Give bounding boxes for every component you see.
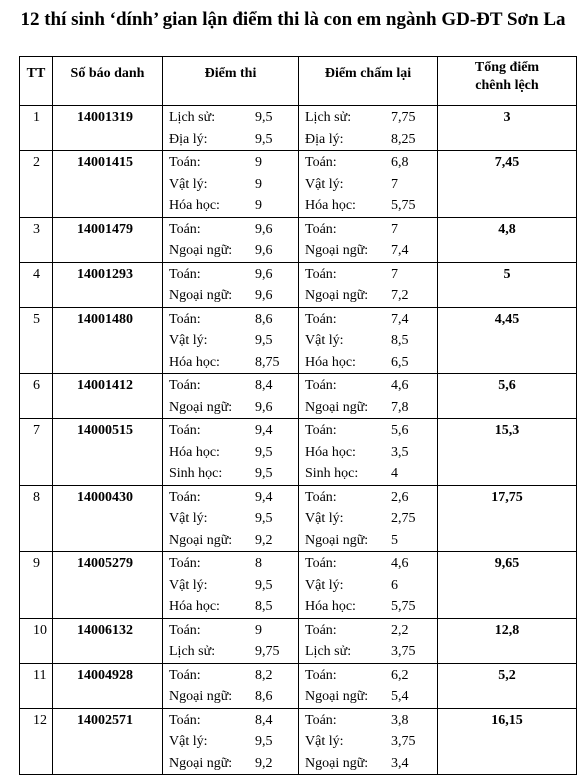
score-value: 3,75 <box>391 734 416 749</box>
subject-label: Toán: <box>169 489 201 505</box>
score-value: 5 <box>391 532 398 548</box>
score-line <box>163 309 298 331</box>
score-value: 7,8 <box>391 399 409 415</box>
cell-tt: 12 <box>20 708 53 775</box>
subject-label: Vật lý: <box>169 333 208 348</box>
cell-diem-thi <box>163 217 299 262</box>
score-value: 7 <box>391 266 398 282</box>
score-line <box>163 420 298 442</box>
subject-label: Toán: <box>169 423 201 438</box>
score-value: 7,4 <box>391 311 409 327</box>
score-line <box>299 420 437 442</box>
score-value: 7,75 <box>391 110 416 125</box>
cell-diem-thi <box>163 262 299 307</box>
score-value: 6 <box>391 577 398 593</box>
score-line <box>299 397 437 419</box>
score-line <box>163 463 298 485</box>
cell-tong-chenh-lech: 16,15 <box>438 708 577 775</box>
score-line <box>163 575 298 597</box>
cell-tt: 1 <box>20 106 53 151</box>
header-tong-diem <box>438 57 577 106</box>
subject-label: Ngoại ngữ: <box>305 689 369 704</box>
subject-label: Ngoại ngữ: <box>305 532 369 548</box>
cell-tt: 11 <box>20 663 53 708</box>
header-tong-line1: Tổng điểm <box>474 60 540 75</box>
score-line <box>163 487 298 509</box>
table-row <box>20 307 577 374</box>
score-value: 9,6 <box>255 399 273 415</box>
score-line <box>299 731 437 753</box>
subject-label: Ngoại ngữ: <box>305 755 369 771</box>
score-value: 8,75 <box>255 354 280 370</box>
score-value: 9,5 <box>255 511 273 526</box>
subject-label: Vật lý: <box>305 577 344 593</box>
cell-diem-thi <box>163 151 299 218</box>
cell-tt: 8 <box>20 485 53 552</box>
table-row <box>20 106 577 151</box>
score-value: 9,2 <box>255 532 273 548</box>
header-tong-line2: chênh lệch <box>475 78 539 93</box>
score-value: 8 <box>255 556 262 571</box>
header-so-bao-danh: Số báo danh <box>53 57 163 106</box>
subject-label: Toán: <box>169 378 201 393</box>
score-value: 9,5 <box>255 110 273 125</box>
cell-tt: 4 <box>20 262 53 307</box>
subject-label: Toán: <box>305 423 337 438</box>
cell-so-bao-danh: 14001480 <box>53 307 163 374</box>
score-value: 9 <box>255 622 262 638</box>
score-value: 8,6 <box>255 689 273 704</box>
score-value: 9 <box>255 176 262 192</box>
cell-diem-thi <box>163 485 299 552</box>
score-value: 7,4 <box>391 243 409 258</box>
score-value: 5,6 <box>391 423 409 438</box>
subject-label: Hóa học: <box>169 444 220 460</box>
subject-label: Lịch sử: <box>305 644 352 659</box>
score-line <box>299 553 437 575</box>
score-line <box>163 665 298 687</box>
cell-diem-cham-lai <box>299 552 438 619</box>
score-value: 5,75 <box>391 599 416 614</box>
subject-label: Toán: <box>169 667 201 683</box>
score-line <box>299 264 437 286</box>
subject-label: Toán: <box>169 556 201 571</box>
score-value: 4,6 <box>391 556 409 571</box>
score-line <box>163 195 298 217</box>
score-line <box>163 152 298 174</box>
cell-so-bao-danh: 14002571 <box>53 708 163 775</box>
cell-so-bao-danh: 14001293 <box>53 262 163 307</box>
score-value: 3,8 <box>391 712 409 728</box>
subject-label: Lịch sử: <box>169 110 216 125</box>
score-value: 9,5 <box>255 577 273 593</box>
score-value: 2,75 <box>391 511 416 526</box>
score-line <box>299 330 437 352</box>
results-table <box>19 56 577 775</box>
table-row <box>20 262 577 307</box>
score-line <box>163 596 298 618</box>
score-line <box>163 508 298 530</box>
score-line <box>163 174 298 196</box>
cell-tong-chenh-lech: 5,6 <box>438 374 577 419</box>
score-value: 9,4 <box>255 489 273 505</box>
score-line <box>163 240 298 262</box>
cell-diem-cham-lai <box>299 307 438 374</box>
subject-label: Vật lý: <box>305 734 344 749</box>
cell-diem-thi <box>163 419 299 486</box>
subject-label: Toán: <box>169 622 201 638</box>
score-value: 7,2 <box>391 288 409 303</box>
table-header-row <box>20 57 577 106</box>
score-line <box>299 710 437 732</box>
score-line <box>163 686 298 708</box>
score-line <box>299 219 437 241</box>
cell-diem-cham-lai <box>299 151 438 218</box>
cell-diem-cham-lai <box>299 485 438 552</box>
cell-tong-chenh-lech: 4,45 <box>438 307 577 374</box>
table-row <box>20 217 577 262</box>
subject-label: Hóa học: <box>305 599 356 614</box>
score-line <box>299 352 437 374</box>
subject-label: Vật lý: <box>305 333 344 348</box>
cell-so-bao-danh: 14005279 <box>53 552 163 619</box>
table-row <box>20 663 577 708</box>
score-value: 8,25 <box>391 131 416 147</box>
header-diem-thi: Điểm thi <box>163 57 299 106</box>
cell-tong-chenh-lech: 3 <box>438 106 577 151</box>
score-line <box>299 129 437 151</box>
page-title: 12 thí sinh ‘dính’ gian lận điểm thi là con em ngành GD-ĐT Sơn La <box>20 9 566 30</box>
score-value: 8,4 <box>255 712 273 728</box>
score-line <box>299 463 437 485</box>
subject-label: Vật lý: <box>169 577 208 593</box>
score-value: 9,4 <box>255 423 273 438</box>
subject-label: Toán: <box>169 311 201 327</box>
score-line <box>163 352 298 374</box>
cell-diem-cham-lai <box>299 374 438 419</box>
cell-so-bao-danh: 14001412 <box>53 374 163 419</box>
subject-label: Ngoại ngữ: <box>169 532 233 548</box>
table-row <box>20 618 577 663</box>
subject-label: Toán: <box>169 712 201 728</box>
subject-label: Toán: <box>305 311 337 327</box>
cell-tong-chenh-lech: 5 <box>438 262 577 307</box>
score-value: 6,8 <box>391 155 409 170</box>
score-line <box>163 530 298 552</box>
cell-tt: 6 <box>20 374 53 419</box>
subject-label: Hóa học: <box>169 354 220 370</box>
score-value: 3,5 <box>391 444 409 460</box>
score-value: 3,4 <box>391 755 409 771</box>
cell-tong-chenh-lech: 4,8 <box>438 217 577 262</box>
score-value: 8,5 <box>391 333 409 348</box>
table-body <box>20 106 577 775</box>
score-line <box>163 442 298 464</box>
subject-label: Hóa học: <box>305 354 356 370</box>
score-line <box>299 375 437 397</box>
score-line <box>163 641 298 663</box>
table-row <box>20 374 577 419</box>
cell-diem-cham-lai <box>299 663 438 708</box>
score-line <box>299 508 437 530</box>
score-line <box>299 530 437 552</box>
score-line <box>163 129 298 151</box>
cell-so-bao-danh: 14006132 <box>53 618 163 663</box>
cell-diem-cham-lai <box>299 708 438 775</box>
score-value: 9,6 <box>255 266 273 282</box>
cell-diem-thi <box>163 708 299 775</box>
score-value: 7 <box>391 221 398 237</box>
subject-label: Hóa học: <box>169 599 220 614</box>
score-value: 4 <box>391 466 398 481</box>
score-line <box>163 553 298 575</box>
score-line <box>299 240 437 262</box>
score-value: 9 <box>255 198 262 213</box>
subject-label: Địa lý: <box>169 131 208 147</box>
subject-label: Ngoại ngữ: <box>169 755 233 771</box>
score-value: 8,4 <box>255 378 273 393</box>
score-value: 6,2 <box>391 667 409 683</box>
subject-label: Ngoại ngữ: <box>169 243 233 258</box>
subject-label: Toán: <box>305 712 337 728</box>
subject-label: Toán: <box>305 155 337 170</box>
score-line <box>299 487 437 509</box>
subject-label: Ngoại ngữ: <box>169 288 233 303</box>
cell-diem-thi <box>163 618 299 663</box>
score-line <box>299 665 437 687</box>
cell-tong-chenh-lech: 17,75 <box>438 485 577 552</box>
cell-tt: 5 <box>20 307 53 374</box>
cell-so-bao-danh: 14004928 <box>53 663 163 708</box>
cell-diem-thi <box>163 552 299 619</box>
score-line <box>299 686 437 708</box>
subject-label: Toán: <box>169 155 201 170</box>
subject-label: Vật lý: <box>169 511 208 526</box>
score-value: 9,6 <box>255 221 273 237</box>
cell-tong-chenh-lech: 7,45 <box>438 151 577 218</box>
score-line <box>163 285 298 307</box>
cell-tong-chenh-lech: 12,8 <box>438 618 577 663</box>
subject-label: Vật lý: <box>169 734 208 749</box>
subject-label: Vật lý: <box>305 176 344 192</box>
score-value: 9,6 <box>255 243 273 258</box>
subject-label: Địa lý: <box>305 131 344 147</box>
score-value: 9,5 <box>255 466 273 481</box>
subject-label: Hóa học: <box>305 444 356 460</box>
score-line <box>163 375 298 397</box>
subject-label: Toán: <box>305 378 337 393</box>
score-line <box>299 195 437 217</box>
score-value: 9 <box>255 155 262 170</box>
score-line <box>163 731 298 753</box>
score-line <box>299 575 437 597</box>
subject-label: Ngoại ngữ: <box>305 399 369 415</box>
cell-tt: 9 <box>20 552 53 619</box>
score-value: 8,6 <box>255 311 273 327</box>
cell-diem-cham-lai <box>299 262 438 307</box>
cell-so-bao-danh: 14000515 <box>53 419 163 486</box>
cell-so-bao-danh: 14001479 <box>53 217 163 262</box>
subject-label: Vật lý: <box>305 511 344 526</box>
subject-label: Toán: <box>305 622 337 638</box>
cell-diem-thi <box>163 106 299 151</box>
cell-diem-thi <box>163 307 299 374</box>
table-row <box>20 419 577 486</box>
subject-label: Ngoại ngữ: <box>305 243 369 258</box>
subject-label: Ngoại ngữ: <box>305 288 369 303</box>
table-row <box>20 485 577 552</box>
score-line <box>299 596 437 618</box>
score-value: 9,5 <box>255 734 273 749</box>
cell-diem-cham-lai <box>299 419 438 486</box>
score-value: 9,2 <box>255 755 273 771</box>
cell-diem-thi <box>163 663 299 708</box>
subject-label: Hóa học: <box>169 198 220 213</box>
score-value: 9,5 <box>255 333 273 348</box>
cell-tong-chenh-lech: 9,65 <box>438 552 577 619</box>
cell-so-bao-danh: 14000430 <box>53 485 163 552</box>
subject-label: Sinh học: <box>305 466 359 481</box>
subject-label: Vật lý: <box>169 176 208 192</box>
score-value: 9,75 <box>255 644 280 659</box>
score-value: 9,5 <box>255 131 273 147</box>
cell-diem-cham-lai <box>299 217 438 262</box>
score-line <box>163 330 298 352</box>
header-diem-cham-lai: Điểm chấm lại <box>299 57 438 106</box>
score-line <box>299 620 437 642</box>
subject-label: Toán: <box>169 221 201 237</box>
score-value: 8,2 <box>255 667 273 683</box>
table-row <box>20 708 577 775</box>
score-value: 5,75 <box>391 198 416 213</box>
cell-tong-chenh-lech: 15,3 <box>438 419 577 486</box>
cell-tt: 10 <box>20 618 53 663</box>
subject-label: Hóa học: <box>305 198 356 213</box>
score-value: 7 <box>391 176 398 192</box>
cell-tong-chenh-lech: 5,2 <box>438 663 577 708</box>
score-line <box>299 285 437 307</box>
table-row <box>20 151 577 218</box>
score-value: 9,5 <box>255 444 273 460</box>
cell-diem-cham-lai <box>299 618 438 663</box>
subject-label: Lịch sử: <box>305 110 352 125</box>
score-value: 5,4 <box>391 689 409 704</box>
score-value: 2,6 <box>391 489 409 505</box>
score-line <box>163 264 298 286</box>
score-value: 3,75 <box>391 644 416 659</box>
score-line <box>299 442 437 464</box>
table-row <box>20 552 577 619</box>
subject-label: Toán: <box>305 556 337 571</box>
header-tt: TT <box>20 57 53 106</box>
subject-label: Toán: <box>169 266 201 282</box>
score-value: 9,6 <box>255 288 273 303</box>
subject-label: Toán: <box>305 667 337 683</box>
score-line <box>163 710 298 732</box>
score-line <box>163 107 298 129</box>
cell-diem-cham-lai <box>299 106 438 151</box>
score-line <box>163 620 298 642</box>
cell-tt: 7 <box>20 419 53 486</box>
cell-so-bao-danh: 14001319 <box>53 106 163 151</box>
subject-label: Lịch sử: <box>169 644 216 659</box>
cell-diem-thi <box>163 374 299 419</box>
score-value: 4,6 <box>391 378 409 393</box>
subject-label: Toán: <box>305 489 337 505</box>
score-line <box>299 152 437 174</box>
score-line <box>163 219 298 241</box>
score-line <box>299 174 437 196</box>
score-line <box>299 641 437 663</box>
score-value: 6,5 <box>391 354 409 370</box>
score-value: 8,5 <box>255 599 273 614</box>
cell-tt: 2 <box>20 151 53 218</box>
score-line <box>299 309 437 331</box>
subject-label: Ngoại ngữ: <box>169 689 233 704</box>
subject-label: Sinh học: <box>169 466 223 481</box>
subject-label: Toán: <box>305 221 337 237</box>
score-line <box>299 107 437 129</box>
score-line <box>163 397 298 419</box>
subject-label: Toán: <box>305 266 337 282</box>
subject-label: Ngoại ngữ: <box>169 399 233 415</box>
cell-so-bao-danh: 14001415 <box>53 151 163 218</box>
score-value: 2,2 <box>391 622 409 638</box>
cell-tt: 3 <box>20 217 53 262</box>
